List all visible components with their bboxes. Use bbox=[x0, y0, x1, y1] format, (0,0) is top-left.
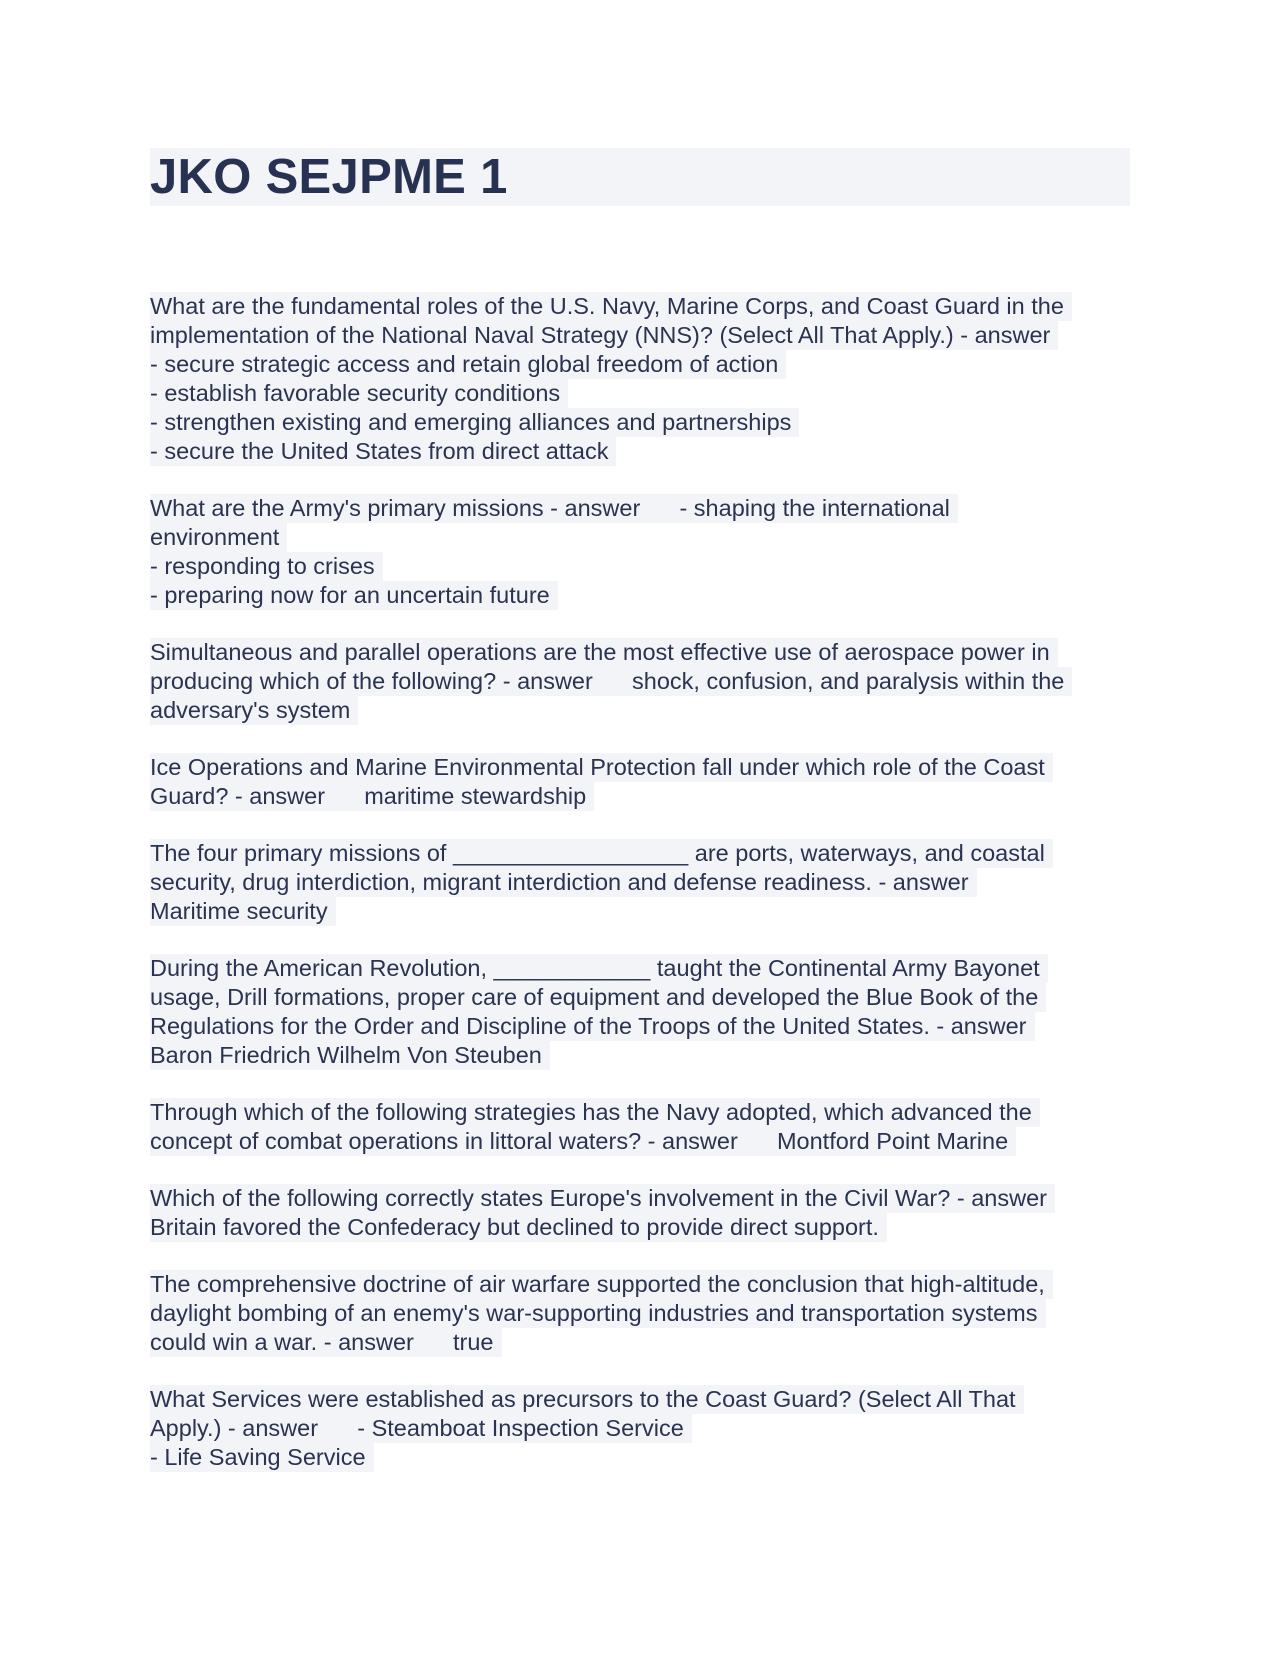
qa-line: Through which of the following strategies has the Navy adopted, which advanced the bbox=[150, 1098, 1040, 1127]
qa-line: Maritime security bbox=[150, 897, 336, 926]
qa-line: daylight bombing of an enemy's war-supporting industries and transportation systems bbox=[150, 1299, 1046, 1328]
qa-block bbox=[150, 638, 1130, 725]
qa-line: What are the fundamental roles of the U.S. Navy, Marine Corps, and Coast Guard in the bbox=[150, 292, 1072, 321]
qa-block bbox=[150, 494, 1130, 610]
qa-line: Regulations for the Order and Discipline of the Troops of the United States. - answer bbox=[150, 1012, 1035, 1041]
qa-list bbox=[150, 292, 1130, 1472]
document-page bbox=[150, 148, 1130, 1500]
qa-block bbox=[150, 292, 1130, 466]
qa-line: Simultaneous and parallel operations are the most effective use of aerospace power in bbox=[150, 638, 1058, 667]
qa-line: could win a war. - answer true bbox=[150, 1328, 502, 1357]
qa-line: - secure the United States from direct attack bbox=[150, 437, 616, 466]
qa-line: - preparing now for an uncertain future bbox=[150, 581, 558, 610]
qa-line: - secure strategic access and retain global freedom of action bbox=[150, 350, 786, 379]
qa-line: Which of the following correctly states Europe's involvement in the Civil War? - answer bbox=[150, 1184, 1055, 1213]
qa-block bbox=[150, 1098, 1130, 1156]
qa-line: Britain favored the Confederacy but declined to provide direct support. bbox=[150, 1213, 887, 1242]
qa-line: environment bbox=[150, 523, 287, 552]
qa-block bbox=[150, 1270, 1130, 1357]
qa-line: Baron Friedrich Wilhelm Von Steuben bbox=[150, 1041, 550, 1070]
qa-block bbox=[150, 1184, 1130, 1242]
qa-line: - responding to crises bbox=[150, 552, 383, 581]
qa-line: security, drug interdiction, migrant interdiction and defense readiness. - answer bbox=[150, 868, 977, 897]
title-band bbox=[150, 148, 1130, 206]
qa-line: - strengthen existing and emerging alliances and partnerships bbox=[150, 408, 799, 437]
qa-block bbox=[150, 1385, 1130, 1472]
qa-line: Apply.) - answer - Steamboat Inspection Service bbox=[150, 1414, 692, 1443]
qa-block bbox=[150, 954, 1130, 1070]
qa-line: The comprehensive doctrine of air warfare supported the conclusion that high-altitude, bbox=[150, 1270, 1053, 1299]
qa-line: What Services were established as precursors to the Coast Guard? (Select All That bbox=[150, 1385, 1024, 1414]
qa-line: adversary's system bbox=[150, 696, 358, 725]
qa-line: implementation of the National Naval Strategy (NNS)? (Select All That Apply.) - answer bbox=[150, 321, 1058, 350]
qa-block bbox=[150, 753, 1130, 811]
qa-block bbox=[150, 839, 1130, 926]
qa-line: producing which of the following? - answer shock, confusion, and paralysis within the bbox=[150, 667, 1072, 696]
qa-line: The four primary missions of __________________ are ports, waterways, and coastal bbox=[150, 839, 1053, 868]
qa-line: - Life Saving Service bbox=[150, 1443, 374, 1472]
qa-line: Ice Operations and Marine Environmental Protection fall under which role of the Coast bbox=[150, 753, 1053, 782]
qa-line: usage, Drill formations, proper care of equipment and developed the Blue Book of the bbox=[150, 983, 1046, 1012]
qa-line: Guard? - answer maritime stewardship bbox=[150, 782, 594, 811]
page-title: JKO SEJPME 1 bbox=[150, 150, 508, 204]
qa-line: During the American Revolution, ____________ taught the Continental Army Bayonet bbox=[150, 954, 1048, 983]
qa-line: What are the Army's primary missions - answer - shaping the international bbox=[150, 494, 958, 523]
qa-line: concept of combat operations in littoral waters? - answer Montford Point Marine bbox=[150, 1127, 1016, 1156]
qa-line: - establish favorable security conditions bbox=[150, 379, 568, 408]
